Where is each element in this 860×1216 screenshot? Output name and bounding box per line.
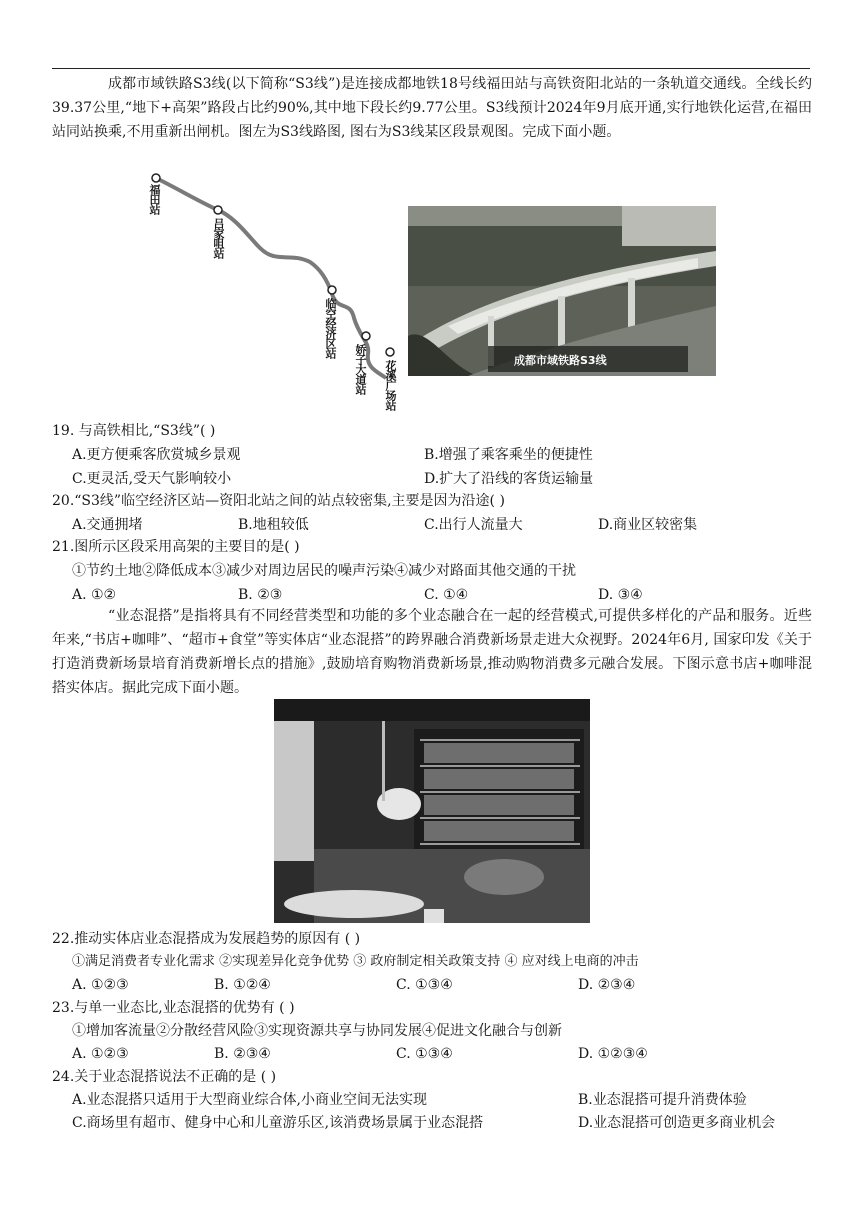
q19-option-a: A.更方便乘客欣赏城乡景观 (72, 447, 241, 463)
q23-option-a: A. ①②③ (72, 1046, 129, 1062)
elevated-railway-photo (408, 206, 716, 376)
q22-option-a: A. ①②③ (72, 977, 129, 993)
question-21-stem: 21.图所示区段采用高架的主要目的是( ) (52, 539, 300, 555)
question-22-stem: 22.推动实体店业态混搭成为发展趋势的原因有 ( ) (52, 931, 361, 947)
q24-option-a: A.业态混搭只适用于大型商业综合体,小商业空间无法实现 (72, 1092, 428, 1108)
intro-paragraph-2: “业态混搭”是指将具有不同经营类型和功能的多个业态融合在一起的经营模式,可提供多样化的产品和服务。近些年来,“书店+咖啡”、“超市+食堂”等实体店“业态混搭”的跨界融合消费新场景走进大众视野。2024年6月, 国家印发《关于打造消费新场景培育消费新增长点的措施》,鼓励培育购物消费新场景,推动购物消费多元融合发展。下图示意书店+咖啡混搭实体店。据此完成下面小题。 (52, 608, 812, 696)
station-label: 花溪广场站 (384, 360, 397, 410)
q20-option-d: D.商业区较密集 (598, 517, 698, 533)
q21-option-a: A. ①② (72, 587, 117, 603)
q23-option-d: D. ①②③④ (578, 1046, 648, 1062)
q24-option-c: C.商场里有超市、健身中心和儿童游乐区,该消费场景属于业态混搭 (72, 1115, 484, 1131)
s3-route-map (140, 172, 410, 422)
q20-option-c: C.出行人流量大 (424, 517, 523, 533)
q22-option-b: B. ①②④ (214, 977, 271, 993)
railway-photo-graphic (408, 206, 716, 376)
q19-option-d: D.扩大了沿线的客货运输量 (424, 471, 594, 487)
header-rule (52, 68, 810, 69)
question-19-stem: 19. 与高铁相比,“S3线”( ) (52, 423, 216, 439)
station-label: 临空经济区站 (324, 298, 337, 358)
question-23-stem: 23.与单一业态比,业态混搭的优势有 ( ) (52, 1000, 295, 1016)
q22-option-d: D. ②③④ (578, 977, 636, 993)
q23-statements: ①增加客流量②分散经营风险③实现资源共享与协同发展④促进文化融合与创新 (72, 1023, 562, 1039)
q19-option-c: C.更灵活,受天气影响较小 (72, 471, 232, 487)
q20-option-b: B.地租较低 (238, 517, 309, 533)
station-label: 吕家咀站 (212, 218, 225, 258)
photo-caption: 成都市域铁路S3线 (514, 354, 607, 367)
bookstore-photo-graphic (274, 699, 590, 923)
q21-statements: ①节约土地②降低成本③减少对周边居民的噪声污染④减少对路面其他交通的干扰 (72, 563, 576, 579)
station-label: 娇子大道站 (354, 344, 367, 394)
q22-statements: ①满足消费者专业化需求 ②实现差异化竞争优势 ③ 政府制定相关政策支持 ④ 应对线上电商的冲击 (72, 954, 639, 969)
q24-option-d: D.业态混搭可创造更多商业机会 (578, 1115, 776, 1131)
intro-paragraph-1: 成都市域铁路S3线(以下简称“S3线”)是连接成都地铁18号线福田站与高铁资阳北站的一条轨道交通线。全线长约39.37公里,“地下+高架”路段占比约90%,其中地下段长约9.77公里。S3线预计2024年9月底开通,实行地铁化运营,在福田站同站换乘,不用重新出闸机。图左为S3线路图, 图右为S3线某区段景观图。完成下面小题。 (52, 76, 812, 140)
route-line-graphic (140, 172, 410, 422)
q23-option-b: B. ②③④ (214, 1046, 271, 1062)
q23-option-c: C. ①③④ (396, 1046, 453, 1062)
q21-option-d: D. ③④ (598, 587, 643, 603)
bookstore-cafe-photo (274, 699, 590, 923)
q20-option-a: A.交通拥堵 (72, 517, 143, 533)
q24-option-b: B.业态混搭可提升消费体验 (578, 1092, 747, 1108)
station-label: 福田站 (148, 184, 161, 214)
q21-option-c: C. ①④ (424, 587, 469, 603)
question-20-stem: 20.“S3线”临空经济区站—资阳北站之间的站点较密集,主要是因为沿途( ) (52, 493, 505, 509)
q19-option-b: B.增强了乘客乘坐的便捷性 (424, 447, 593, 463)
question-24-stem: 24.关于业态混搭说法不正确的是 ( ) (52, 1069, 277, 1085)
q21-option-b: B. ②③ (238, 587, 283, 603)
q22-option-c: C. ①③④ (396, 977, 453, 993)
